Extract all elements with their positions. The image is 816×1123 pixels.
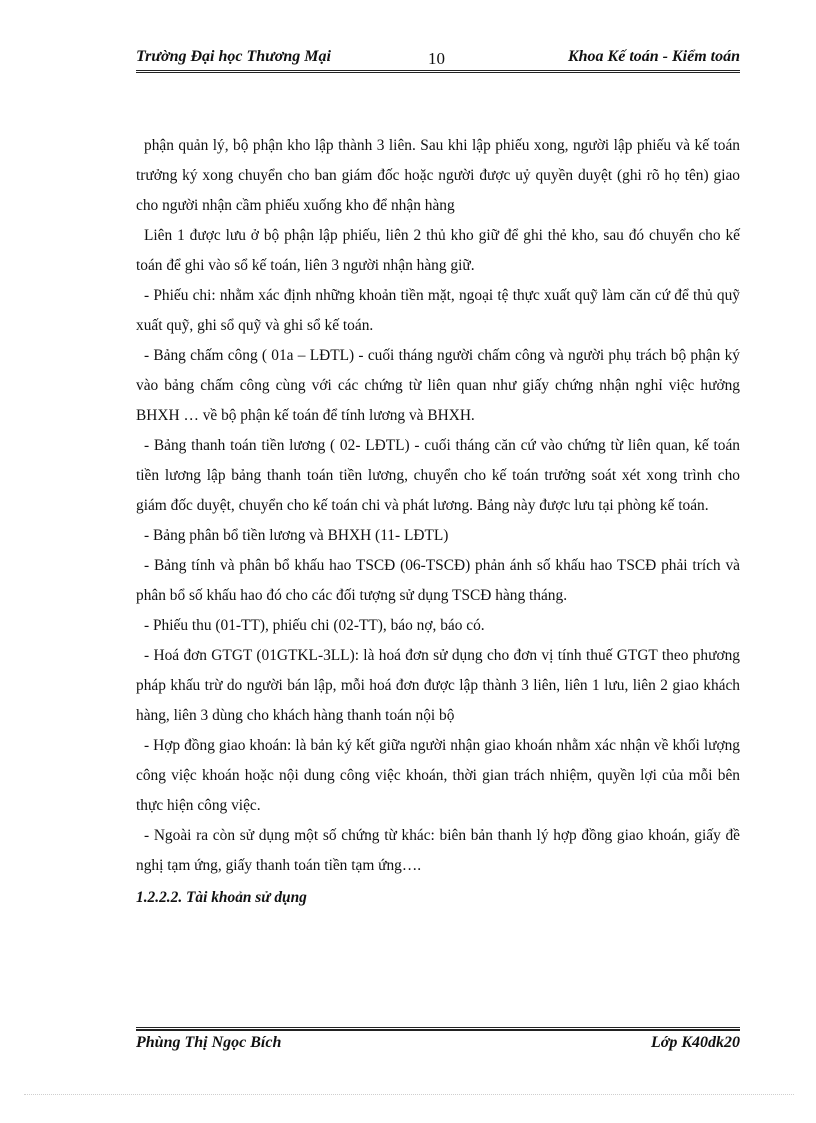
- paragraph: - Hợp đồng giao khoán: là bản ký kết giữa người nhận giao khoán nhằm xác nhận về khối lượng công việc khoán hoặc nội dung công việc khoán, thời gian trách nhiệm, quyền lợi của mỗi bên thực hiện công việc.: [136, 737, 740, 814]
- header-rule: [136, 70, 740, 73]
- page-header: [136, 46, 740, 72]
- paragraph: - Phiếu thu (01-TT), phiếu chi (02-TT), báo nợ, báo có.: [144, 617, 485, 634]
- footer-class: Lớp K40dk20: [650, 1034, 740, 1051]
- page-edge-divider: [24, 1094, 794, 1095]
- section-heading: 1.2.2.2. Tài khoản sử dụng: [136, 889, 307, 906]
- paragraph: - Bảng phân bổ tiền lương và BHXH (11- LĐTL): [144, 527, 449, 544]
- paragraph: Liên 1 được lưu ở bộ phận lập phiếu, liên 2 thủ kho giữ để ghi thẻ kho, sau đó chuyển cho kế toán để ghi vào sổ kế toán, liên 3 người nhận hàng giữ.: [136, 227, 740, 274]
- paragraph: - Hoá đơn GTGT (01GTKL-3LL): là hoá đơn sử dụng cho đơn vị tính thuế GTGT theo phương pháp khấu trừ do người bán lập, mỗi hoá đơn được lập thành 3 liên, liên 1 lưu, liên 2 giao khách hàng, liên 3 dùng cho khách hàng thanh toán nội bộ: [136, 647, 740, 724]
- paragraph: - Phiếu chi: nhằm xác định những khoản tiền mặt, ngoại tệ thực xuất quỹ làm căn cứ để thủ quỹ xuất quỹ, ghi sổ quỹ và ghi sổ kế toán.: [136, 287, 740, 334]
- paragraph: - Bảng chấm công ( 01a – LĐTL) - cuối tháng người chấm công và người phụ trách bộ phận ký vào bảng chấm công cùng với các chứng từ liên quan như giấy chứng nhận nghỉ việc hưởng BHXH … về bộ phận kế toán để tính lương và BHXH.: [136, 347, 740, 424]
- paragraph: - Bảng tính và phân bổ khấu hao TSCĐ (06-TSCĐ) phản ánh số khấu hao TSCĐ phải trích và phân bổ số khấu hao đó cho các đối tượng sử dụng TSCĐ hàng tháng.: [136, 557, 740, 604]
- document-body: [136, 131, 740, 913]
- page-footer: [136, 1034, 740, 1058]
- header-university: Trường Đại học Thương Mại: [136, 48, 331, 65]
- footer-author: Phùng Thị Ngọc Bích: [136, 1034, 282, 1051]
- paragraph: - Ngoài ra còn sử dụng một số chứng từ khác: biên bản thanh lý hợp đồng giao khoán, giấy đề nghị tạm ứng, giấy thanh toán tiền tạm ứng….: [136, 827, 740, 874]
- page-number: 10: [428, 49, 445, 68]
- paragraph: - Bảng thanh toán tiền lương ( 02- LĐTL) - cuối tháng căn cứ vào chứng từ liên quan, kế toán tiền lương lập bảng thanh toán tiền lương, chuyển cho kế toán trưởng soát xét xong trình cho giám đốc duyệt, chuyển cho kế toán chi và phát lương. Bảng này được lưu tại phòng kế toán.: [136, 437, 740, 514]
- header-faculty: Khoa Kế toán - Kiểm toán: [567, 48, 740, 65]
- paragraph: phận quản lý, bộ phận kho lập thành 3 liên. Sau khi lập phiếu xong, người lập phiếu và kế toán trưởng ký xong chuyển cho ban giám đốc hoặc người được uỷ quyền duyệt (ghi rõ họ tên) giao cho người nhận cầm phiếu xuống kho để nhận hàng: [136, 137, 740, 214]
- footer-rule: [136, 1027, 740, 1031]
